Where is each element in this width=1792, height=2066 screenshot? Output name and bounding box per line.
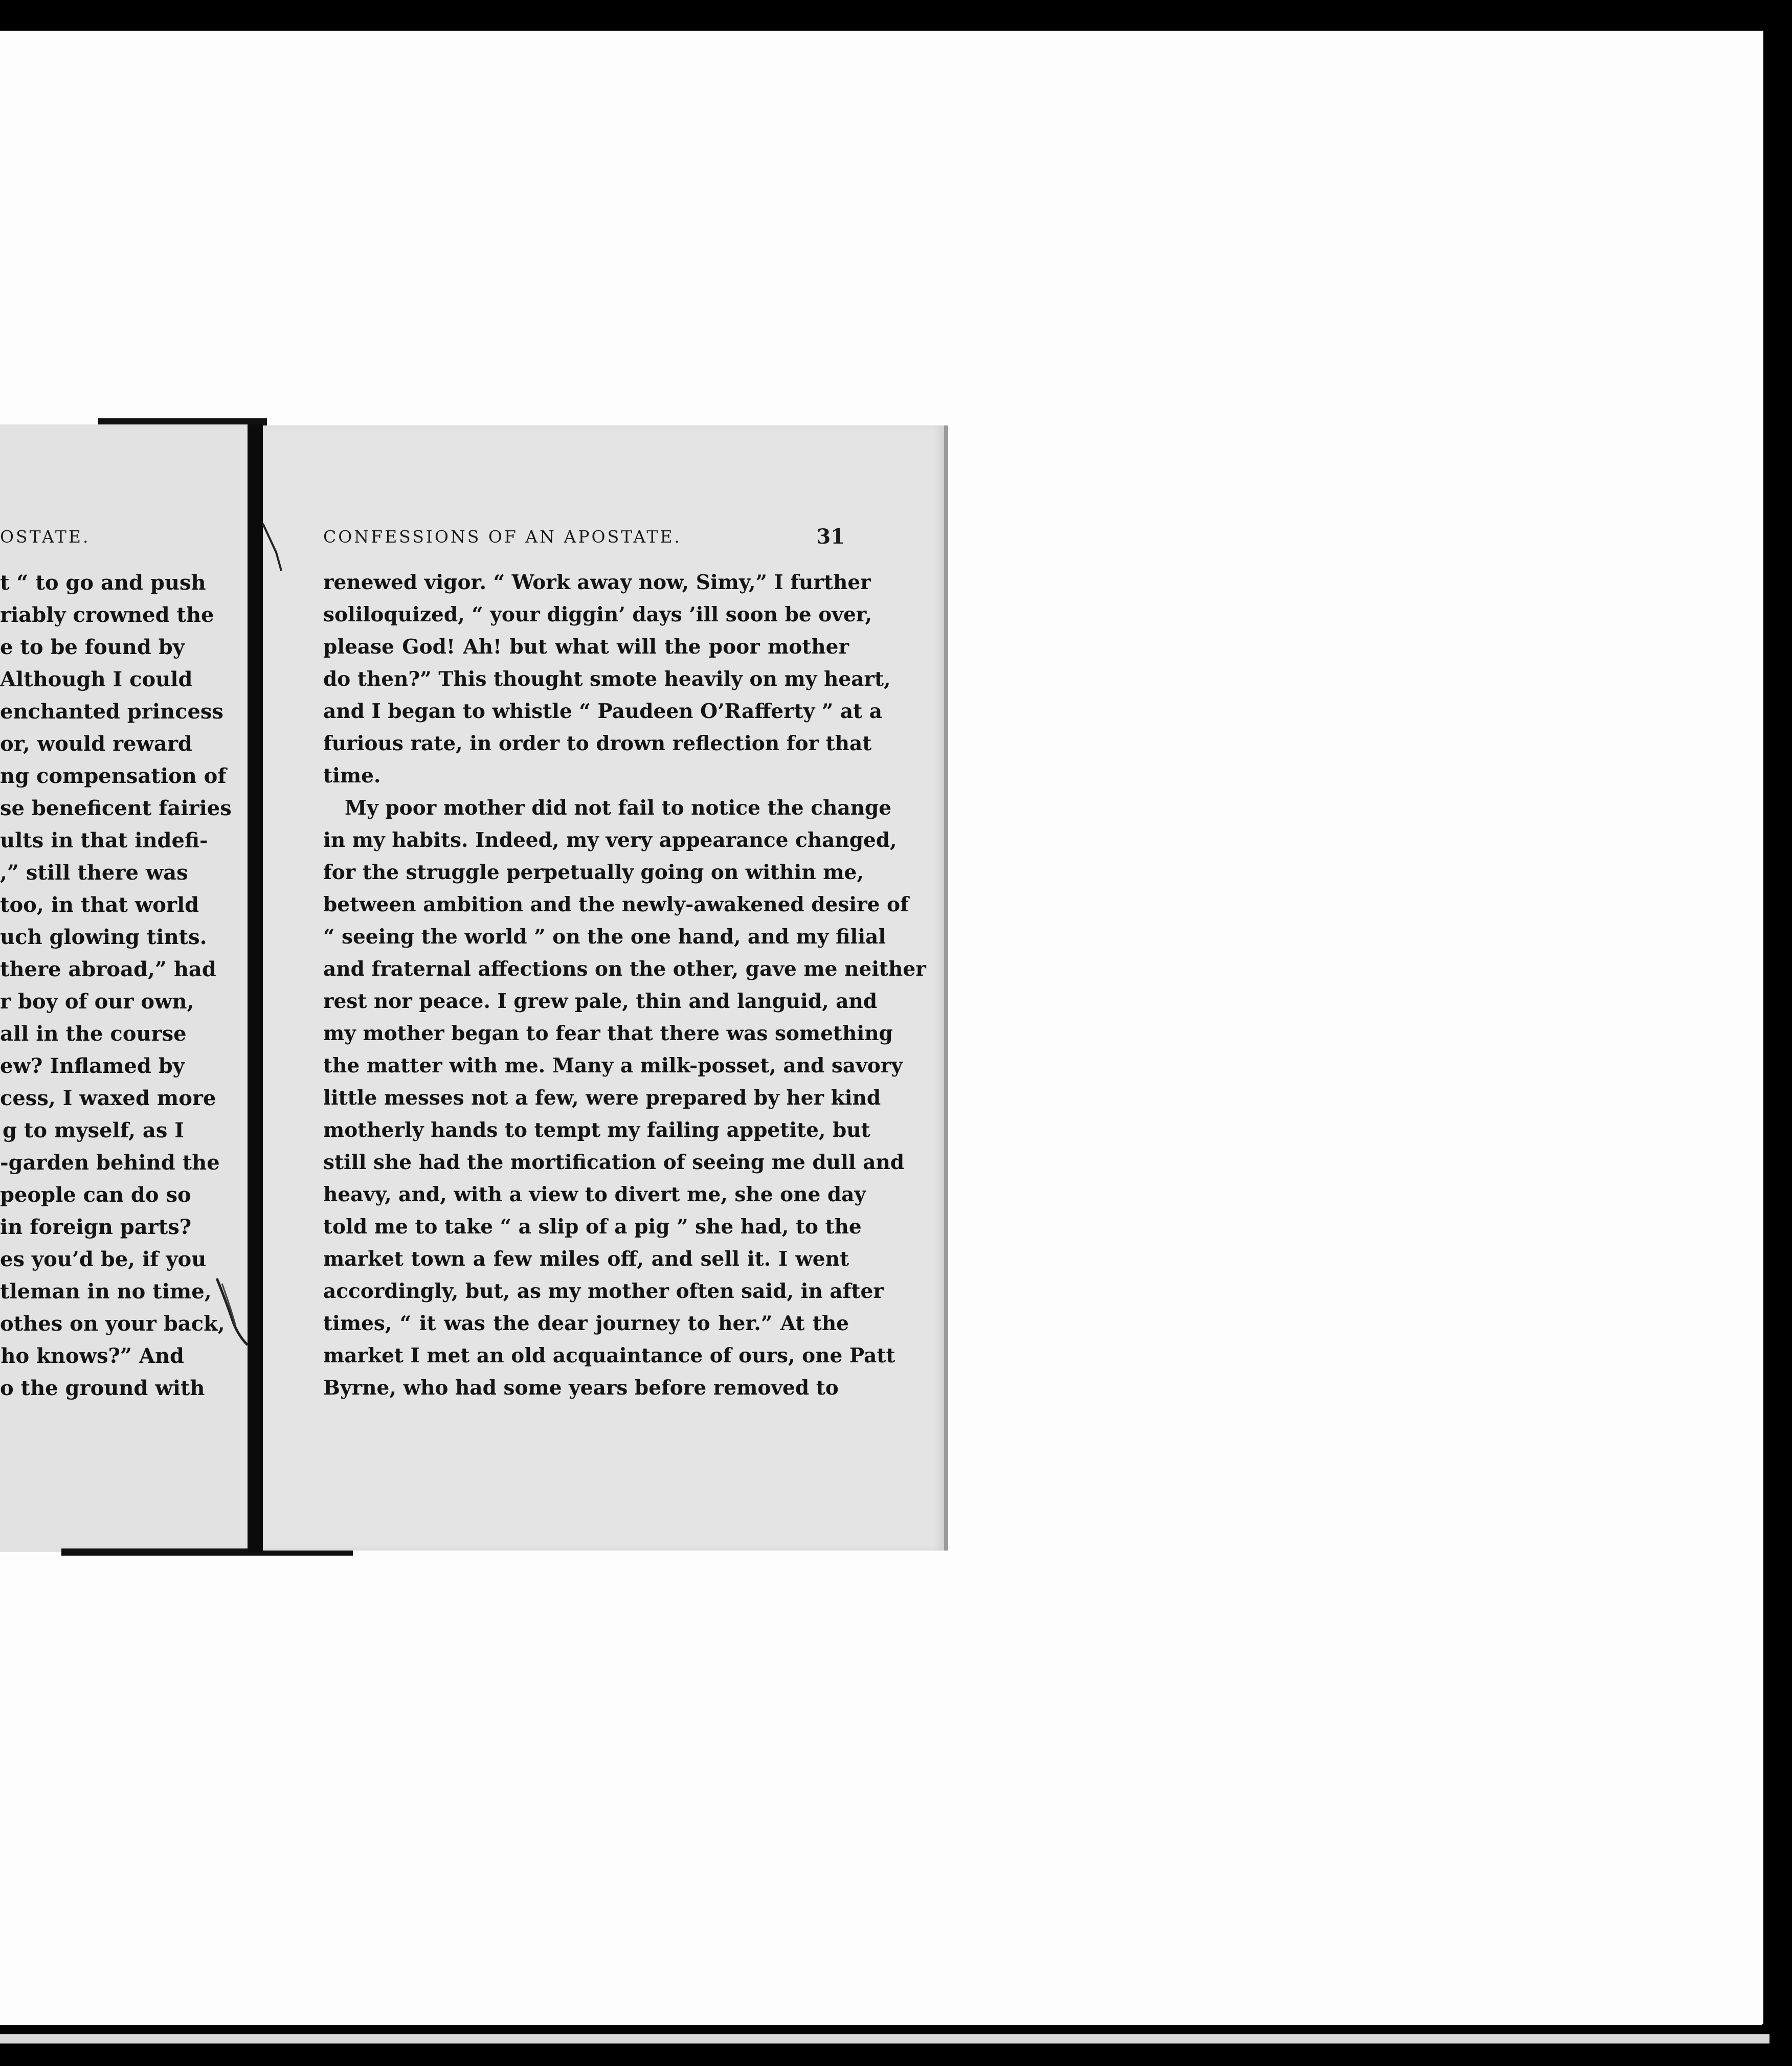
right-text-line: Byrne, who had some years before removed to: [323, 1376, 839, 1400]
left-text-line: or, would reward: [0, 732, 192, 756]
right-text-line: soliloquized, “ your diggin’ days ’ill soon be over,: [323, 603, 872, 626]
right-text-line: motherly hands to tempt my failing appetite, but: [323, 1118, 870, 1142]
right-text-line: market town a few miles off, and sell it. I went: [323, 1247, 849, 1271]
left-text-line: there abroad,” had: [0, 957, 216, 981]
right-text-line: the matter with me. Many a milk-posset, and savory: [323, 1054, 903, 1077]
left-text-line: in foreign parts?: [0, 1215, 192, 1239]
right-text-line: furious rate, in order to drown reflection for that: [323, 732, 872, 755]
paper-tear-mark: [212, 1273, 253, 1350]
right-running-head: CONFESSIONS OF AN APOSTATE.: [323, 527, 682, 547]
page-number: 31: [816, 525, 845, 549]
left-text-line: o the ground with: [0, 1376, 205, 1400]
right-text-line: My poor mother did not fail to notice the change: [345, 796, 892, 820]
right-text-line: between ambition and the newly-awakened desire of: [323, 893, 909, 916]
right-text-line: still she had the mortification of seeing me dull and: [323, 1151, 905, 1174]
right-text-line: for the struggle perpetually going on within me,: [323, 861, 864, 884]
right-text-line: time.: [323, 764, 381, 788]
left-text-line: all in the course: [0, 1022, 187, 1046]
left-text-line: too, in that world: [0, 893, 199, 917]
left-text-line: cess, I waxed more: [0, 1086, 216, 1110]
right-text-line: and fraternal affections on the other, gave me neither: [323, 957, 926, 981]
left-text-line: enchanted princess: [0, 700, 223, 724]
left-text-line: g to myself, as I: [3, 1118, 184, 1142]
right-text-line: in my habits. Indeed, my very appearance changed,: [323, 828, 897, 852]
left-text-line: Although I could: [0, 667, 193, 691]
left-text-line: r boy of our own,: [0, 990, 194, 1014]
right-text-line: heavy, and, with a view to divert me, she one day: [323, 1183, 866, 1206]
left-text-line: ho knows?” And: [1, 1344, 184, 1368]
right-text-line: please God! Ah! but what will the poor mother: [323, 635, 849, 659]
left-text-line: t “ to go and push: [0, 571, 206, 595]
right-text-line: my mother began to fear that there was something: [323, 1022, 893, 1045]
right-text-line: “ seeing the world ” on the one hand, and my filial: [323, 925, 886, 949]
left-text-line: ng compensation of: [0, 764, 227, 788]
left-text-line: e to be found by: [0, 635, 185, 659]
right-page-text: [323, 567, 926, 1404]
right-text-line: rest nor peace. I grew pale, thin and languid, and: [323, 990, 878, 1013]
left-text-line: es you’d be, if you: [0, 1247, 207, 1271]
right-text-line: market I met an old acquaintance of ours, one Patt: [323, 1344, 895, 1367]
left-text-line: ,” still there was: [0, 861, 188, 885]
book-gutter: [248, 424, 263, 1552]
left-text-line: tleman in no time,: [0, 1279, 212, 1304]
left-running-head: OSTATE.: [0, 527, 91, 547]
left-text-line: ults in that indefi-: [0, 828, 208, 852]
right-text-line: times, “ it was the dear journey to her.” At the: [323, 1312, 849, 1335]
left-text-line: people can do so: [0, 1183, 191, 1207]
right-text-line: accordingly, but, as my mother often said, in after: [323, 1279, 884, 1303]
left-text-line: othes on your back,: [0, 1312, 225, 1336]
left-page-text: [0, 567, 232, 1404]
left-text-line: riably crowned the: [0, 603, 214, 627]
pencil-mark: [261, 522, 292, 573]
film-edge: [0, 2034, 1769, 2043]
right-text-line: little messes not a few, were prepared by her kind: [323, 1086, 881, 1110]
left-text-line: se beneficent fairies: [0, 796, 232, 820]
right-text-line: and I began to whistle “ Paudeen O’Rafferty ” at a: [323, 700, 883, 723]
right-running-head-row: [323, 527, 845, 549]
left-text-line: uch glowing tints.: [0, 925, 207, 949]
right-text-line: do then?” This thought smote heavily on my heart,: [323, 667, 891, 691]
left-text-line: ew? Inflamed by: [0, 1054, 185, 1078]
left-text-line: -garden behind the: [0, 1151, 220, 1175]
right-text-line: renewed vigor. “ Work away now, Simy,” I further: [323, 571, 871, 594]
right-text-line: told me to take “ a slip of a pig ” she had, to the: [323, 1215, 862, 1239]
